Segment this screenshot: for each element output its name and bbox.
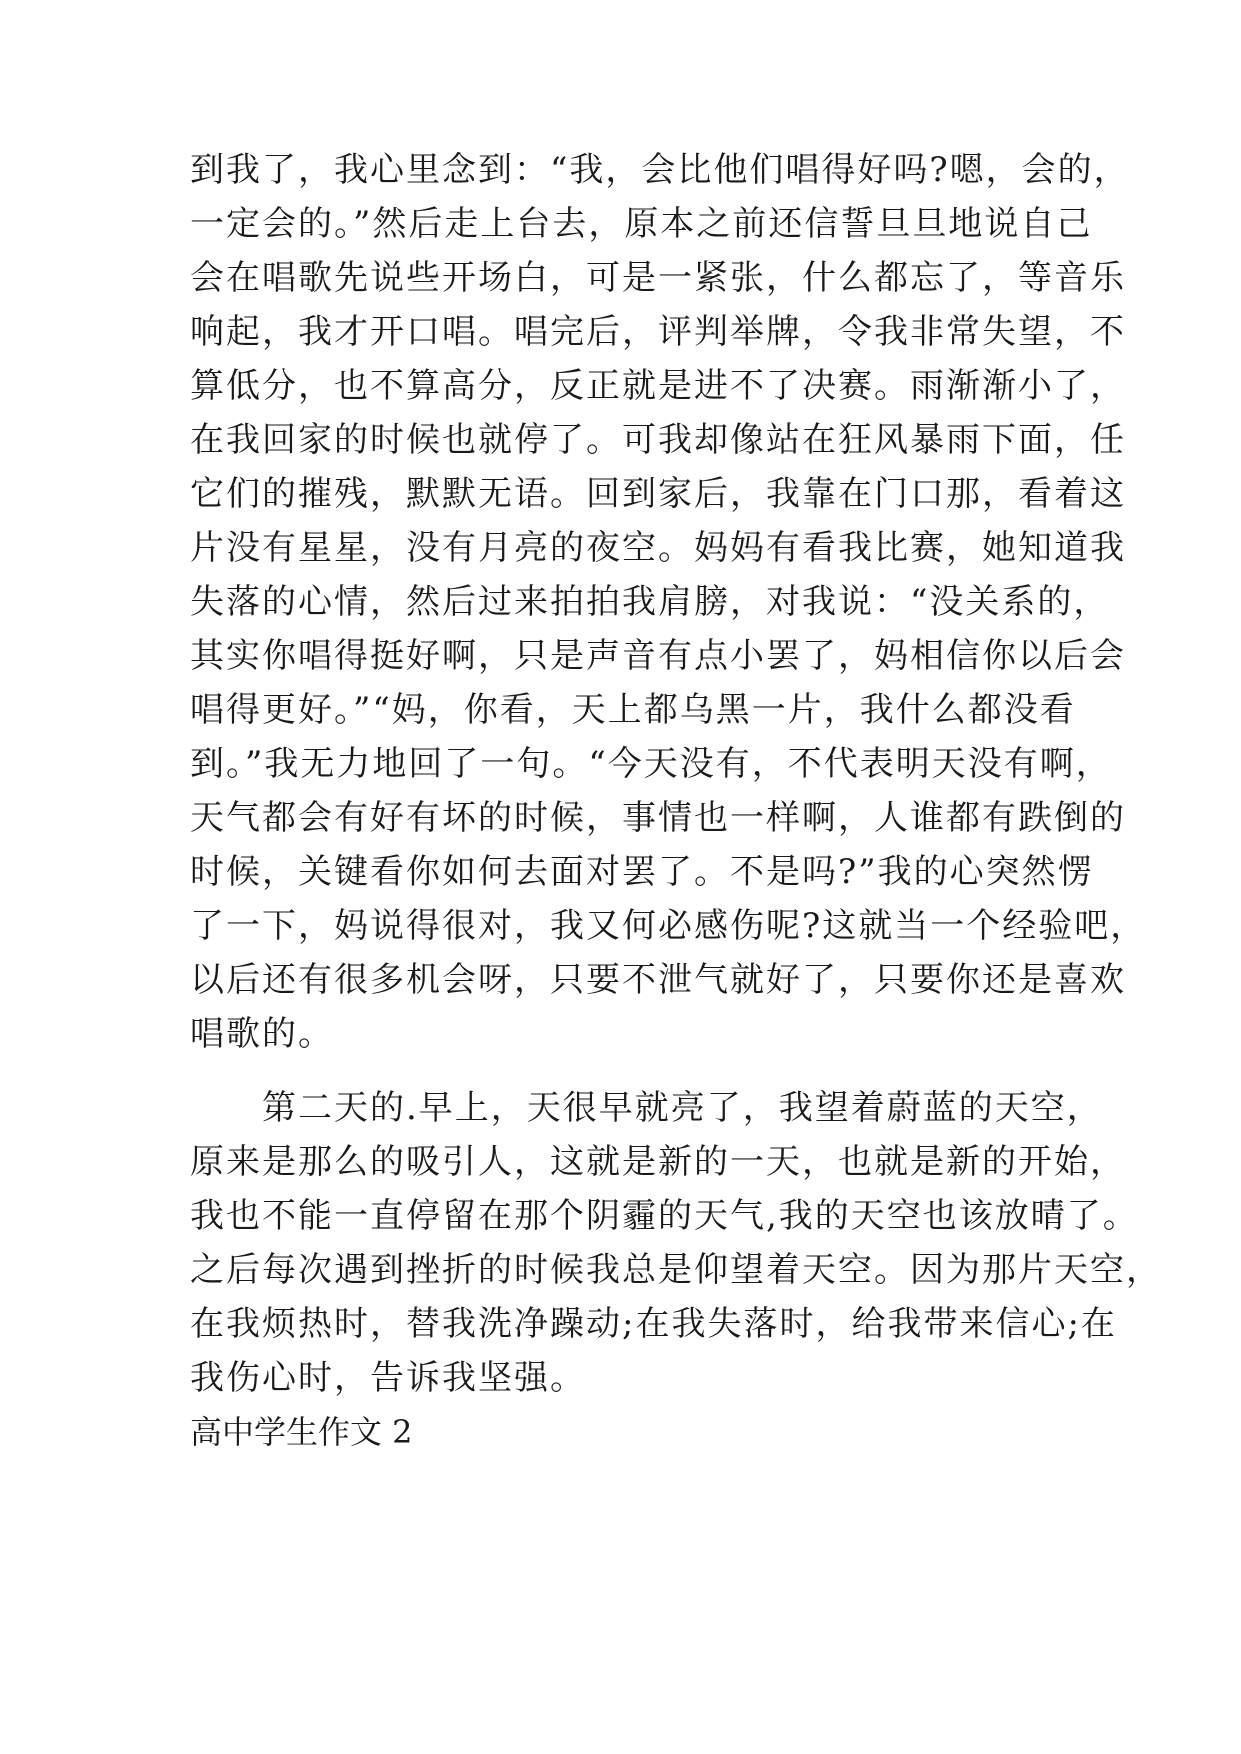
text-line: 唱歌的。	[190, 1014, 334, 1054]
text-line: 到。”我无力地回了一句。“今天没有，不代表明天没有啊，	[190, 744, 1112, 784]
text-line: 我伤心时，告诉我坚强。	[190, 1358, 586, 1398]
text-line: 之后每次遇到挫折的时候我总是仰望着天空。因为那片天空，	[190, 1250, 1162, 1290]
text-line: 我也不能一直停留在那个阴霾的天气,我的天空也该放晴了。	[190, 1196, 1139, 1236]
text-line: 在我烦热时，替我洗净躁动;在我失落时，给我带来信心;在	[190, 1304, 1117, 1344]
text-line: 天气都会有好有坏的时候，事情也一样啊，人谁都有跌倒的	[190, 798, 1126, 838]
text-line: 原来是那么的吸引人，这就是新的一天，也就是新的开始，	[190, 1142, 1126, 1182]
text-line: 失落的心情，然后过来拍拍我肩膀，对我说：“没关系的，	[190, 582, 1110, 622]
text-line: 其实你唱得挺好啊，只是声音有点小罢了，妈相信你以后会	[190, 636, 1126, 676]
text-line: 它们的摧残，默默无语。回到家后，我靠在门口那，看着这	[190, 474, 1126, 514]
text-line: 了一下，妈说得很对，我又何必感伤呢?这就当一个经验吧，	[190, 906, 1147, 946]
text-line: 会在唱歌先说些开场白，可是一紧张，什么都忘了，等音乐	[190, 258, 1126, 298]
text-line: 片没有星星，没有月亮的夜空。妈妈有看我比赛，她知道我	[190, 528, 1126, 568]
text-line: 在我回家的时候也就停了。可我却像站在狂风暴雨下面，任	[190, 420, 1126, 460]
text-line: 以后还有很多机会呀，只要不泄气就好了，只要你还是喜欢	[190, 960, 1126, 1000]
text-line: 时候，关键看你如何去面对罢了。不是吗?”我的心突然愣	[190, 852, 1094, 892]
section-heading: 高中学生作文 2	[190, 1413, 413, 1451]
text-line: 到我了，我心里念到：“我，会比他们唱得好吗?嗯，会的，	[190, 150, 1130, 190]
text-line: 响起，我才开口唱。唱完后，评判举牌，令我非常失望，不	[190, 312, 1126, 352]
text-line: 一定会的。”然后走上台去，原本之前还信誓旦旦地说自己	[190, 204, 1093, 244]
text-line: 算低分，也不算高分，反正就是进不了决赛。雨渐渐小了，	[190, 366, 1126, 406]
text-line: 唱得更好。”“妈，你看，天上都乌黑一片，我什么都没看	[190, 690, 1076, 730]
text-line: 第二天的.早上，天很早就亮了，我望着蔚蓝的天空，	[190, 1088, 1103, 1128]
